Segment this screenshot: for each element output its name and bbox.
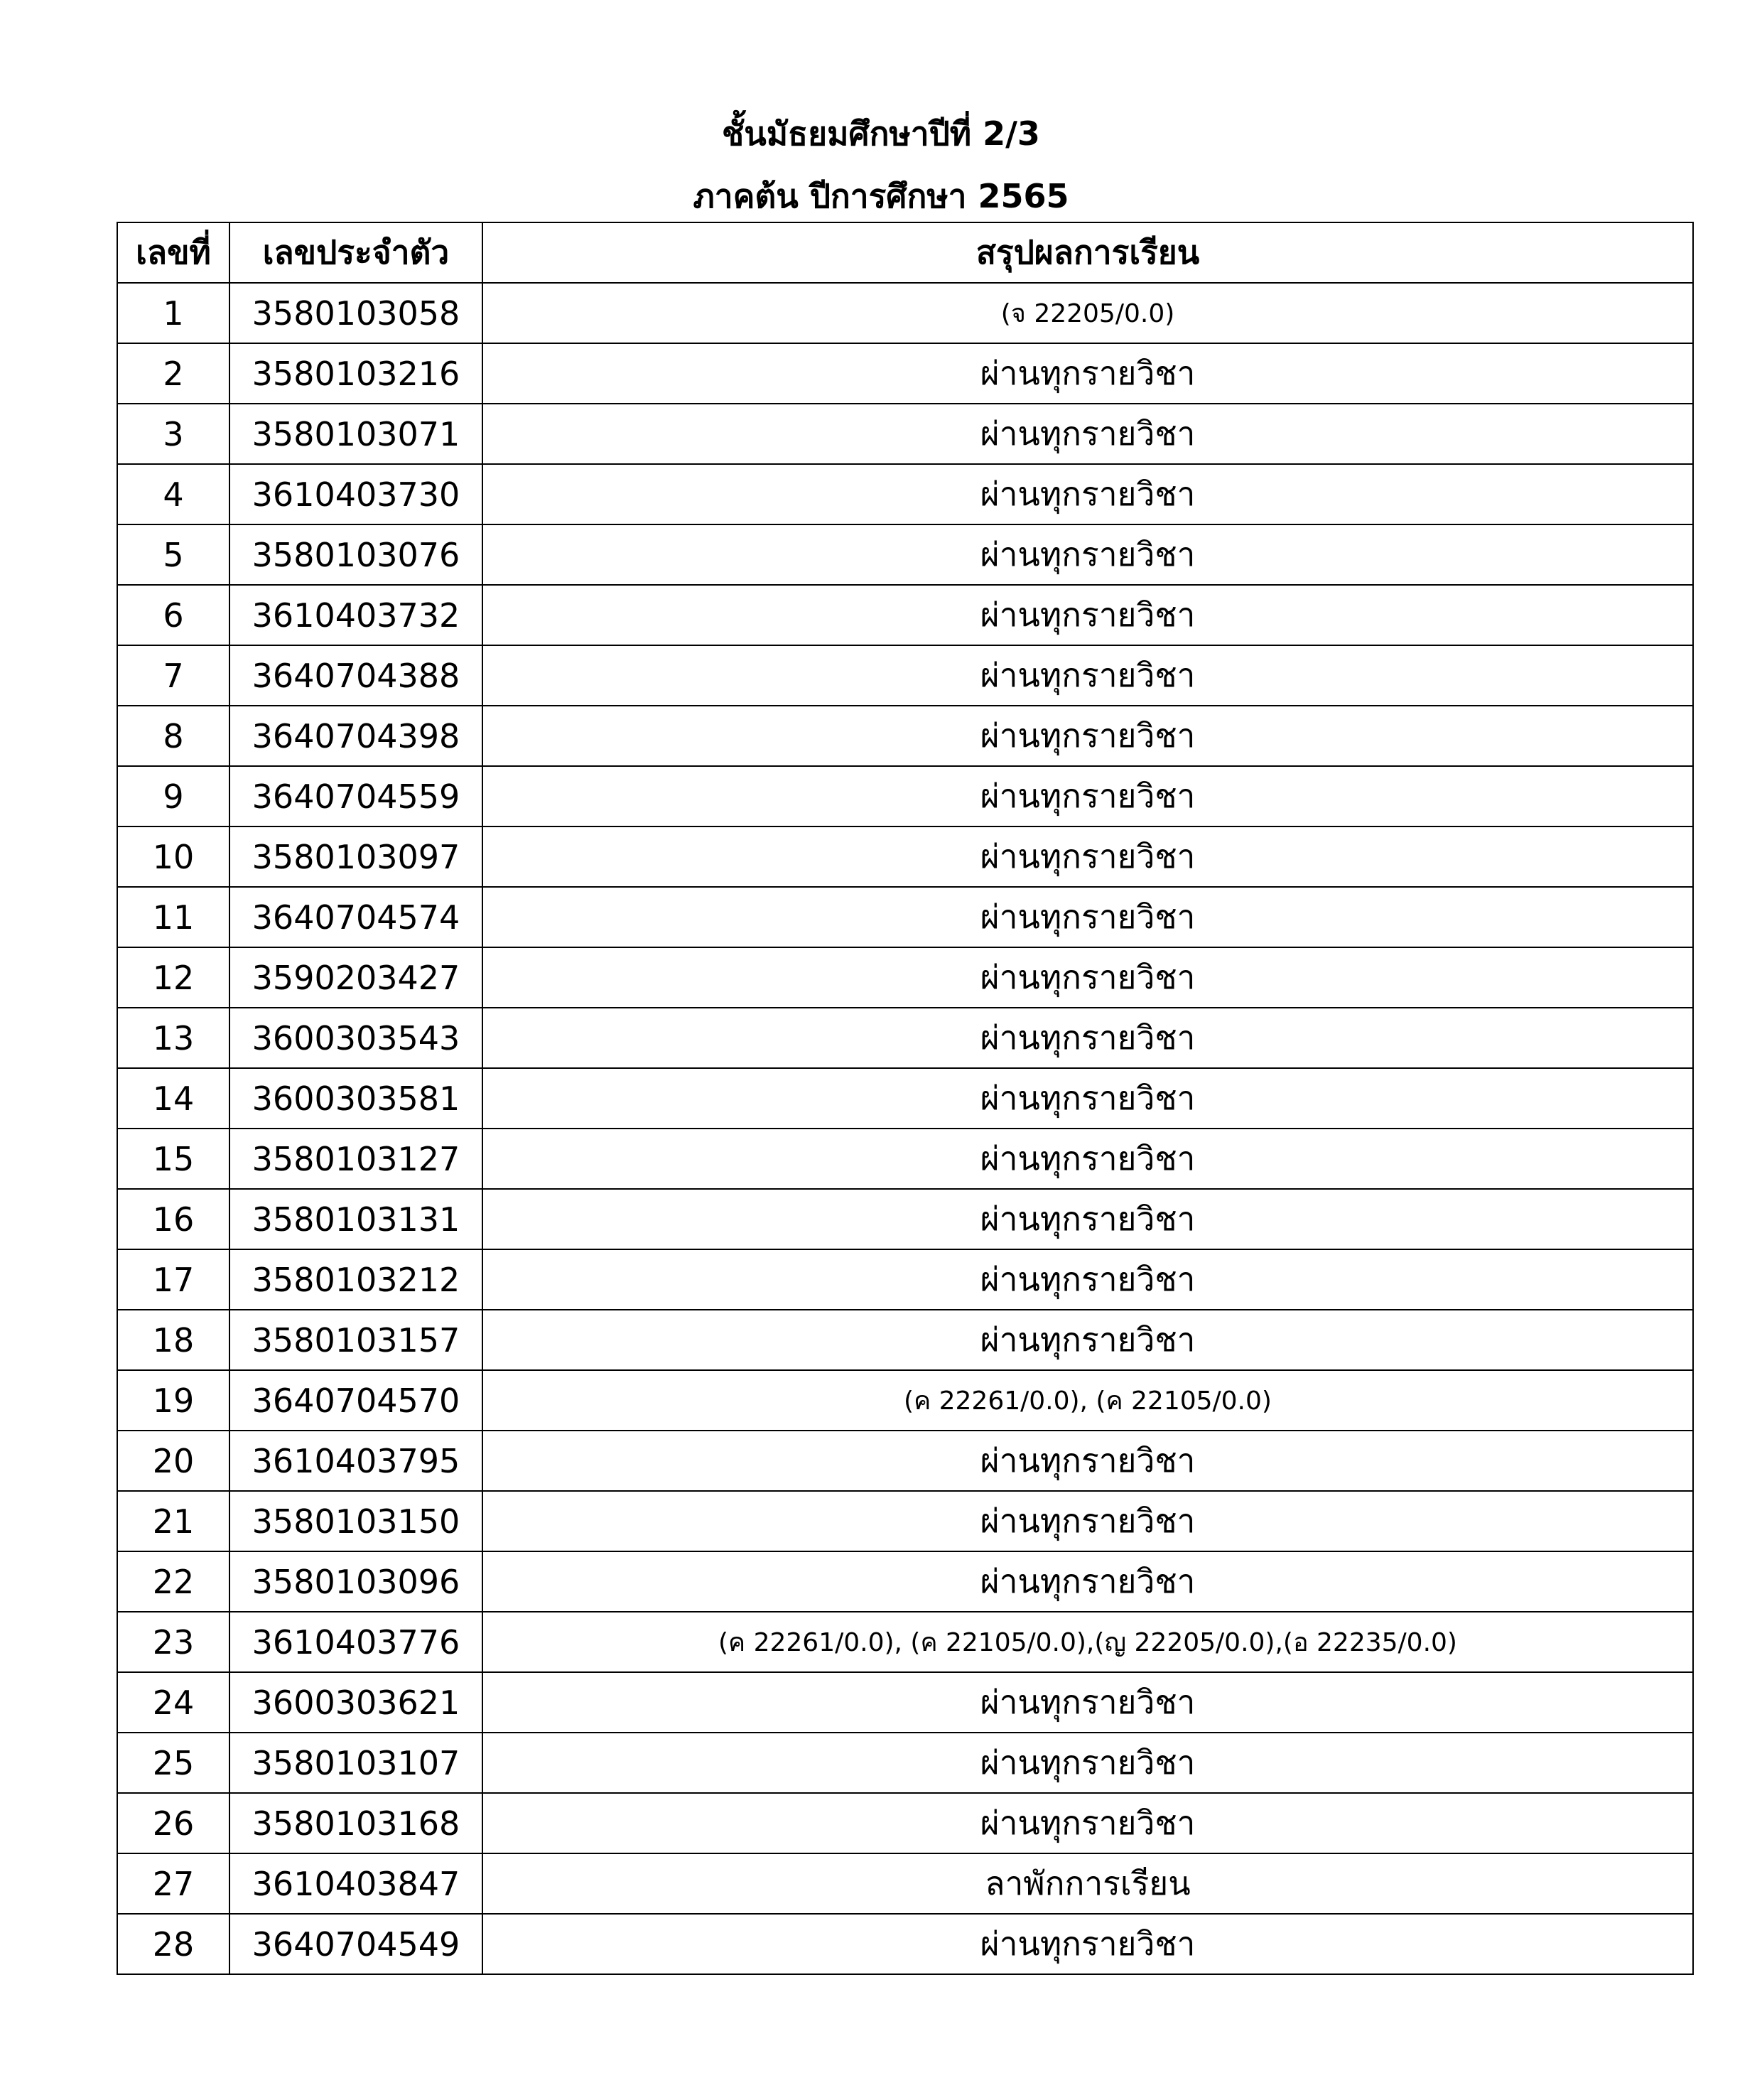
table-row (117, 585, 1693, 645)
row-number: 18 (117, 1310, 229, 1370)
student-id: 3600303543 (229, 1008, 482, 1068)
row-number: 12 (117, 947, 229, 1008)
column-header-number: เลขที่ (117, 222, 229, 283)
result-summary: ผ่านทุกรายวิชา (482, 1491, 1693, 1551)
student-id: 3610403847 (229, 1853, 482, 1914)
result-summary: ผ่านทุกรายวิชา (482, 524, 1693, 585)
table-row (117, 1551, 1693, 1612)
student-id: 3640704574 (229, 887, 482, 947)
table-row (117, 645, 1693, 706)
row-number: 3 (117, 404, 229, 464)
table-row (117, 947, 1693, 1008)
student-id: 3580103150 (229, 1491, 482, 1551)
student-id: 3610403730 (229, 464, 482, 524)
table-row (117, 524, 1693, 585)
result-summary: ผ่านทุกรายวิชา (482, 947, 1693, 1008)
result-summary: ผ่านทุกรายวิชา (482, 826, 1693, 887)
result-summary: ผ่านทุกรายวิชา (482, 1008, 1693, 1068)
row-number: 10 (117, 826, 229, 887)
result-summary: (ค 22261/0.0), (ค 22105/0.0),(ญ 22205/0.0),(อ 22235/0.0) (482, 1612, 1693, 1672)
student-id: 3640704559 (229, 766, 482, 826)
row-number: 14 (117, 1068, 229, 1129)
row-number: 23 (117, 1612, 229, 1672)
table-row (117, 404, 1693, 464)
result-summary: (จ 22205/0.0) (482, 283, 1693, 343)
table-row (117, 1008, 1693, 1068)
result-summary: ผ่านทุกรายวิชา (482, 1068, 1693, 1129)
table-row (117, 887, 1693, 947)
column-header-summary: สรุปผลการเรียน (482, 222, 1693, 283)
table-row (117, 1249, 1693, 1310)
table-row (117, 766, 1693, 826)
row-number: 25 (117, 1733, 229, 1793)
result-summary: ผ่านทุกรายวิชา (482, 1672, 1693, 1733)
result-summary: ผ่านทุกรายวิชา (482, 1431, 1693, 1491)
result-summary: ผ่านทุกรายวิชา (482, 1733, 1693, 1793)
result-summary: ลาพักการเรียน (482, 1853, 1693, 1914)
student-id: 3580103097 (229, 826, 482, 887)
table-row (117, 1914, 1693, 1974)
row-number: 27 (117, 1853, 229, 1914)
table-row (117, 1733, 1693, 1793)
table-row (117, 706, 1693, 766)
row-number: 4 (117, 464, 229, 524)
result-summary: ผ่านทุกรายวิชา (482, 887, 1693, 947)
student-id: 3580103131 (229, 1189, 482, 1249)
table-header-row (117, 222, 1693, 283)
row-number: 8 (117, 706, 229, 766)
student-id: 3610403732 (229, 585, 482, 645)
result-summary: ผ่านทุกรายวิชา (482, 1310, 1693, 1370)
table-row (117, 1068, 1693, 1129)
student-id: 3580103058 (229, 283, 482, 343)
student-id: 3580103168 (229, 1793, 482, 1853)
result-summary: ผ่านทุกรายวิชา (482, 766, 1693, 826)
student-id: 3640704549 (229, 1914, 482, 1974)
row-number: 9 (117, 766, 229, 826)
student-id: 3580103107 (229, 1733, 482, 1793)
row-number: 24 (117, 1672, 229, 1733)
row-number: 16 (117, 1189, 229, 1249)
student-id: 3580103216 (229, 343, 482, 404)
table-body (117, 283, 1693, 1974)
table-row (117, 1853, 1693, 1914)
student-id: 3640704570 (229, 1370, 482, 1431)
student-id: 3580103071 (229, 404, 482, 464)
table-row (117, 1129, 1693, 1189)
row-number: 19 (117, 1370, 229, 1431)
result-summary: ผ่านทุกรายวิชา (482, 1914, 1693, 1974)
table-row (117, 826, 1693, 887)
row-number: 22 (117, 1551, 229, 1612)
result-summary: ผ่านทุกรายวิชา (482, 343, 1693, 404)
table-row (117, 1370, 1693, 1431)
student-id: 3600303581 (229, 1068, 482, 1129)
student-id: 3600303621 (229, 1672, 482, 1733)
result-summary: ผ่านทุกรายวิชา (482, 645, 1693, 706)
table-row (117, 283, 1693, 343)
result-summary: ผ่านทุกรายวิชา (482, 585, 1693, 645)
page-subtitle: ภาคต้น ปีการศึกษา 2565 (693, 177, 1069, 215)
table-row (117, 1310, 1693, 1370)
result-summary: ผ่านทุกรายวิชา (482, 706, 1693, 766)
page-title: ชั้นมัธยมศึกษาปีที่ 2/3 (722, 114, 1040, 153)
table-row (117, 1672, 1693, 1733)
table-row (117, 1431, 1693, 1491)
column-header-student-id: เลขประจำตัว (229, 222, 482, 283)
student-id: 3590203427 (229, 947, 482, 1008)
row-number: 28 (117, 1914, 229, 1974)
row-number: 17 (117, 1249, 229, 1310)
table-row (117, 1793, 1693, 1853)
row-number: 11 (117, 887, 229, 947)
student-id: 3640704388 (229, 645, 482, 706)
row-number: 21 (117, 1491, 229, 1551)
result-summary: ผ่านทุกรายวิชา (482, 1129, 1693, 1189)
table-row (117, 1612, 1693, 1672)
student-id: 3580103157 (229, 1310, 482, 1370)
row-number: 26 (117, 1793, 229, 1853)
student-id: 3580103076 (229, 524, 482, 585)
row-number: 13 (117, 1008, 229, 1068)
student-id: 3580103212 (229, 1249, 482, 1310)
row-number: 5 (117, 524, 229, 585)
result-summary: ผ่านทุกรายวิชา (482, 1189, 1693, 1249)
student-id: 3610403795 (229, 1431, 482, 1491)
table-row (117, 1189, 1693, 1249)
row-number: 20 (117, 1431, 229, 1491)
row-number: 1 (117, 283, 229, 343)
result-summary: (ค 22261/0.0), (ค 22105/0.0) (482, 1370, 1693, 1431)
student-id: 3580103096 (229, 1551, 482, 1612)
row-number: 15 (117, 1129, 229, 1189)
table-row (117, 464, 1693, 524)
result-summary: ผ่านทุกรายวิชา (482, 1249, 1693, 1310)
result-summary: ผ่านทุกรายวิชา (482, 1793, 1693, 1853)
row-number: 6 (117, 585, 229, 645)
row-number: 7 (117, 645, 229, 706)
results-table (117, 222, 1694, 1975)
result-summary: ผ่านทุกรายวิชา (482, 464, 1693, 524)
student-id: 3640704398 (229, 706, 482, 766)
student-id: 3610403776 (229, 1612, 482, 1672)
result-summary: ผ่านทุกรายวิชา (482, 404, 1693, 464)
table-row (117, 343, 1693, 404)
row-number: 2 (117, 343, 229, 404)
table-row (117, 1491, 1693, 1551)
student-id: 3580103127 (229, 1129, 482, 1189)
result-summary: ผ่านทุกรายวิชา (482, 1551, 1693, 1612)
